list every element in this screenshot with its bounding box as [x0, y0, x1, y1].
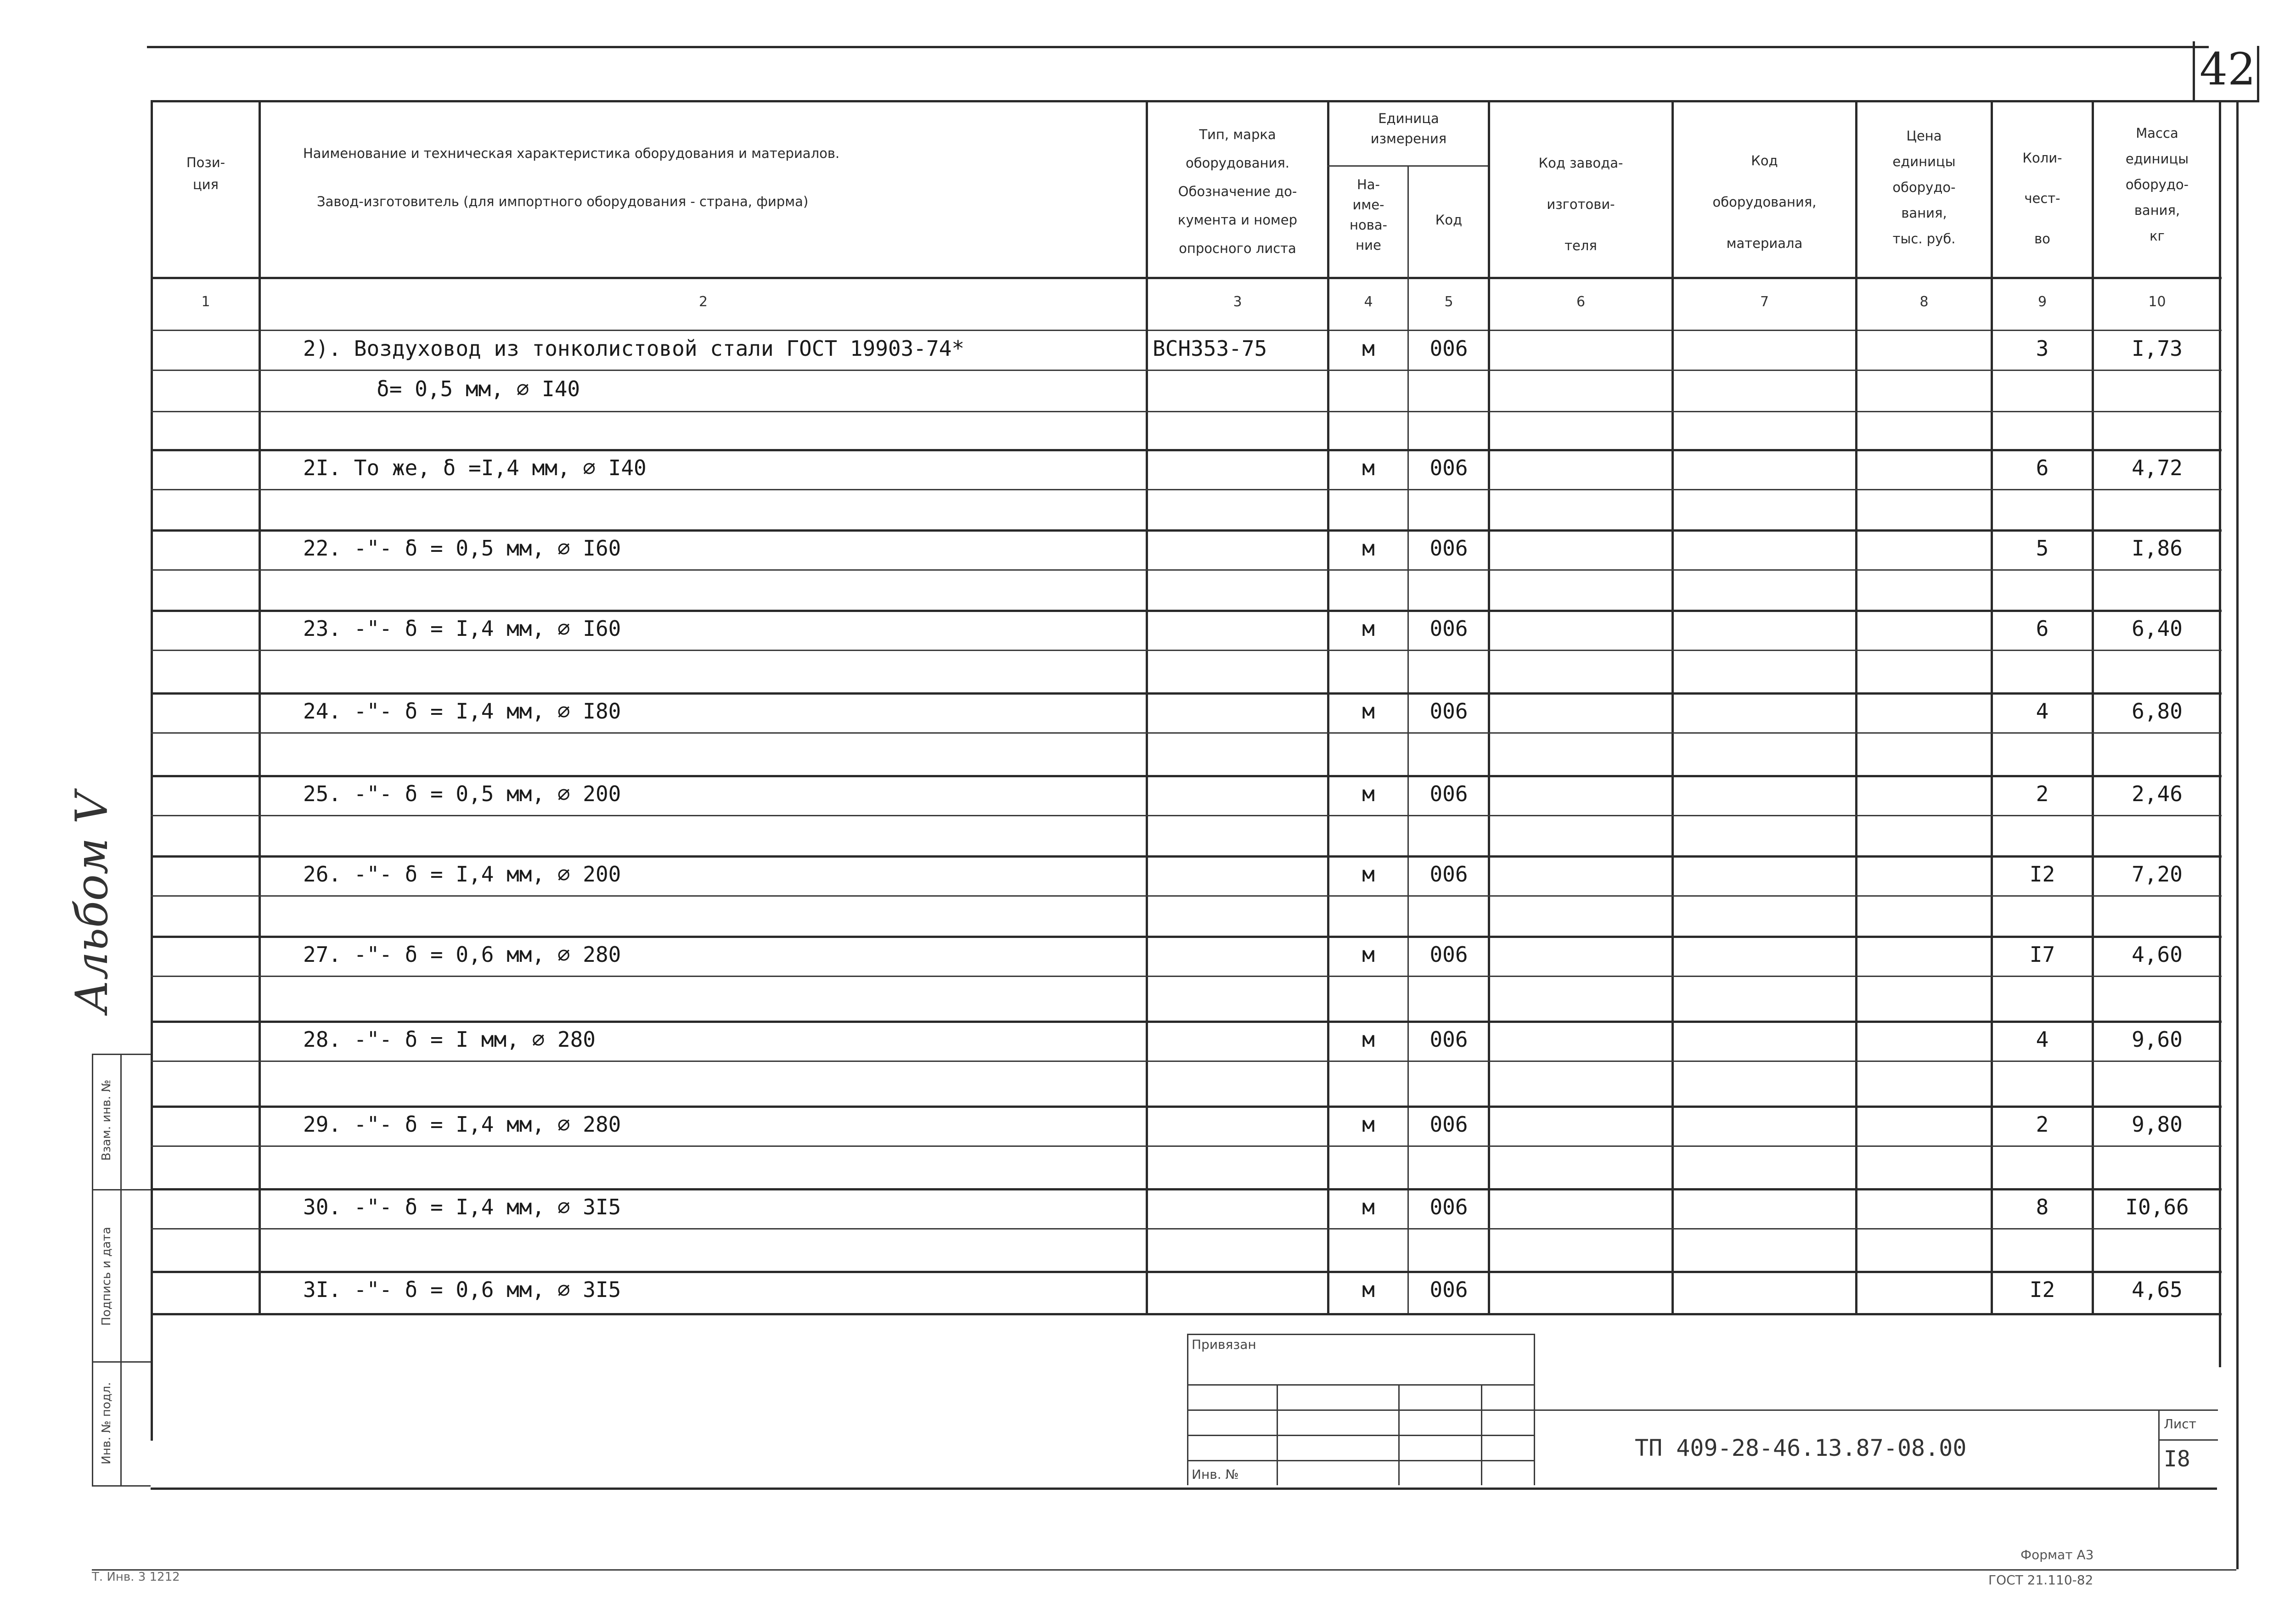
row-3-mass: I,86: [2132, 536, 2183, 561]
row-11-code: 006: [1429, 1195, 1468, 1219]
row-half-divider: [151, 650, 2222, 651]
row-5-mass: 6,80: [2132, 699, 2183, 724]
row-separator: [151, 692, 2222, 695]
row-7-mass: 7,20: [2132, 862, 2183, 887]
col-line-5: [1488, 100, 1490, 1313]
colnum-5: 5: [1444, 294, 1453, 310]
row-5-code: 006: [1429, 699, 1468, 724]
colnum-4: 4: [1364, 294, 1373, 310]
row-7-qty: I2: [2029, 862, 2055, 887]
stamp-strip-signature: Подпись и дата: [100, 1227, 113, 1326]
row-8-code: 006: [1429, 942, 1468, 967]
row-half-divider: [151, 1145, 2222, 1147]
top-rule: [147, 46, 2209, 48]
row-6-mass: 2,46: [2132, 781, 2183, 806]
row-separator: [151, 855, 2222, 858]
footer-gost: ГОСТ 21.110-82: [1988, 1572, 2093, 1588]
colnum-10: 10: [2148, 294, 2166, 310]
row-6-code: 006: [1429, 781, 1468, 806]
row-9-name: 28. -"- δ = I мм, ∅ 280: [303, 1027, 596, 1052]
frame-right-outer: [2236, 100, 2239, 1569]
row-5-name: 24. -"- δ = I,4 мм, ∅ I80: [303, 699, 621, 724]
row-separator: [151, 529, 2222, 532]
row-10-unit: м: [1362, 1112, 1375, 1137]
row-separator: [151, 1188, 2222, 1190]
row-4-mass: 6,40: [2132, 616, 2183, 641]
stamp-strip-div1: [92, 1189, 151, 1190]
sheet-label: Лист: [2164, 1416, 2196, 1431]
row-3-qty: 5: [2036, 536, 2049, 561]
colnum-3: 3: [1233, 294, 1242, 310]
row-half-divider: [151, 1061, 2222, 1062]
row-12-mass: 4,65: [2132, 1277, 2183, 1302]
row-12-unit: м: [1362, 1277, 1375, 1302]
row-11-name: 30. -"- δ = I,4 мм, ∅ 3I5: [303, 1195, 621, 1219]
row-1-code: 006: [1429, 336, 1468, 361]
row-separator: [151, 775, 2222, 777]
stamp-col-1: [1277, 1384, 1278, 1485]
row-1-name-line2: δ= 0,5 мм, ∅ I40: [377, 376, 580, 401]
row-6-qty: 2: [2036, 781, 2049, 806]
row-10-qty: 2: [2036, 1112, 2049, 1137]
corner-box-left: [2193, 41, 2195, 101]
doc-code: ТП 409-28-46.13.87-08.00: [1635, 1435, 1967, 1461]
header-unit-group: Единица измерения: [1370, 111, 1447, 146]
table-bottom: [151, 1313, 2222, 1315]
stamp-strip-top: [92, 1054, 151, 1055]
row-separator: [151, 1271, 2222, 1273]
row-7-unit: м: [1362, 862, 1375, 887]
row-3-unit: м: [1362, 536, 1375, 561]
row-5-unit: м: [1362, 699, 1375, 724]
stamp-strip-left: [92, 1054, 93, 1485]
row-9-qty: 4: [2036, 1027, 2049, 1052]
row-9-mass: 9,60: [2132, 1027, 2183, 1052]
row-5-qty: 4: [2036, 699, 2049, 724]
colnum-2: 2: [698, 294, 708, 310]
row-1-unit: м: [1362, 336, 1375, 361]
row-4-unit: м: [1362, 616, 1375, 641]
row-12-qty: I2: [2029, 1277, 2055, 1302]
footer-format: Формат А3: [2020, 1547, 2094, 1562]
row-6-name: 25. -"- δ = 0,5 мм, ∅ 200: [303, 781, 621, 806]
row-8-name: 27. -"- δ = 0,6 мм, ∅ 280: [303, 942, 621, 967]
col-line-7: [1855, 100, 1857, 1313]
row-4-name: 23. -"- δ = I,4 мм, ∅ I60: [303, 616, 621, 641]
row-half-divider: [151, 895, 2222, 897]
header-price: Цена единицы оборудо- вания, тыс. руб.: [1892, 128, 1956, 247]
row-half-divider: [151, 815, 2222, 816]
doc-code-rule: [1534, 1409, 2218, 1411]
footer-left: Т. Инв. 3 1212: [92, 1570, 180, 1584]
colnum-1: 1: [201, 294, 210, 310]
row-2-mass: 4,72: [2132, 455, 2183, 480]
row-half-divider: [151, 489, 2222, 490]
header-unit-code: Код: [1435, 212, 1463, 228]
colnum-6: 6: [1576, 294, 1586, 310]
row-11-mass: I0,66: [2125, 1195, 2189, 1219]
unit-group-divider: [1327, 165, 1488, 167]
stamp-strip-inv-zam: Взам. инв. №: [100, 1079, 113, 1161]
colnum-7: 7: [1760, 294, 1769, 310]
row-half-divider: [151, 976, 2222, 977]
row-4-qty: 6: [2036, 616, 2049, 641]
stamp-inv: Инв. №: [1192, 1467, 1239, 1482]
row-7-name: 26. -"- δ = I,4 мм, ∅ 200: [303, 862, 621, 887]
header-equipment-code: Код оборудования, материала: [1712, 153, 1817, 251]
page-bottom-rule: [92, 1569, 2236, 1571]
stamp-col-3: [1481, 1384, 1482, 1485]
stamp-strip-mid: [120, 1054, 122, 1485]
row-half-divider: [151, 370, 2222, 371]
row-8-mass: 4,60: [2132, 942, 2183, 967]
row-11-unit: м: [1362, 1195, 1375, 1219]
stamp-col-2: [1398, 1384, 1400, 1485]
row-separator: [151, 610, 2222, 612]
row-2-name: 2I. То же, δ =I,4 мм, ∅ I40: [303, 455, 647, 480]
col-line-1: [259, 100, 261, 1313]
row-2-unit: м: [1362, 455, 1375, 480]
row-2-qty: 6: [2036, 455, 2049, 480]
header-unit-name: На- име- нова- ние: [1349, 177, 1388, 253]
row-half-divider: [151, 569, 2222, 571]
row-12-name: 3I. -"- δ = 0,6 мм, ∅ 3I5: [303, 1277, 621, 1302]
colnum-8: 8: [1919, 294, 1929, 310]
header-name-line1: Наименование и техническая характеристика оборудования и материалов.: [303, 146, 840, 161]
row-7-code: 006: [1429, 862, 1468, 887]
header-name-line2: Завод-изготовитель (для импортного оборудования - страна, фирма): [317, 194, 809, 209]
side-label: Альбом V: [66, 792, 118, 1013]
row-1-doc: ВСН353-75: [1153, 336, 1267, 361]
sheet-corner-number: 42: [2200, 44, 2256, 95]
row-1-name: 2). Воздуховод из тонколистовой стали ГОСТ 19903-74*: [303, 336, 965, 361]
header-quantity: Коли- чест- во: [2022, 150, 2062, 247]
row-1-qty: 3: [2036, 336, 2049, 361]
sheet-box-left: [2158, 1409, 2160, 1488]
frame-bottom: [151, 1488, 2217, 1490]
row-half-divider: [151, 732, 2222, 734]
row-6-unit: м: [1362, 781, 1375, 806]
row-8-unit: м: [1362, 942, 1375, 967]
frame-top: [151, 100, 2222, 102]
row-10-code: 006: [1429, 1112, 1468, 1137]
col-line-2: [1146, 100, 1148, 1313]
row-10-name: 29. -"- δ = I,4 мм, ∅ 280: [303, 1112, 621, 1137]
row-9-code: 006: [1429, 1027, 1468, 1052]
corner-box-right: [2257, 46, 2259, 101]
row-4-code: 006: [1429, 616, 1468, 641]
colnum-bottom: [151, 330, 2222, 331]
sheet-box-divider: [2158, 1439, 2218, 1441]
row-3-code: 006: [1429, 536, 1468, 561]
row-separator: [151, 936, 2222, 938]
header-mass: Масса единицы оборудо- вания, кг: [2125, 125, 2189, 244]
header-position: Пози- ция: [186, 155, 225, 192]
row-2-code: 006: [1429, 455, 1468, 480]
frame-right: [2219, 100, 2221, 1367]
row-3-name: 22. -"- δ = 0,5 мм, ∅ I60: [303, 536, 621, 561]
stamp-strip-inv-podl: Инв. № подл.: [100, 1382, 113, 1465]
stamp-privyazan: Привязан: [1192, 1337, 1256, 1352]
row-9-unit: м: [1362, 1027, 1375, 1052]
row-1-inner-divider: [151, 411, 2222, 412]
col-line-4: [1407, 165, 1409, 1313]
row-separator: [151, 1021, 2222, 1023]
header-type: Тип, марка оборудования. Обозначение до- кумента и номер опросного листа: [1177, 127, 1298, 256]
stamp-top: [1187, 1334, 1534, 1335]
sheet-number: I8: [2164, 1446, 2190, 1472]
header-factory-code: Код завода- изготови- теля: [1538, 155, 1623, 253]
header-bottom: [151, 277, 2222, 279]
row-1-mass: I,73: [2132, 336, 2183, 361]
row-separator: [151, 1106, 2222, 1108]
row-12-code: 006: [1429, 1277, 1468, 1302]
row-8-qty: I7: [2029, 942, 2055, 967]
colnum-9: 9: [2037, 294, 2047, 310]
col-line-6: [1671, 100, 1674, 1313]
row-11-qty: 8: [2036, 1195, 2049, 1219]
row-separator: [151, 449, 2222, 451]
row-half-divider: [151, 1228, 2222, 1229]
row-10-mass: 9,80: [2132, 1112, 2183, 1137]
